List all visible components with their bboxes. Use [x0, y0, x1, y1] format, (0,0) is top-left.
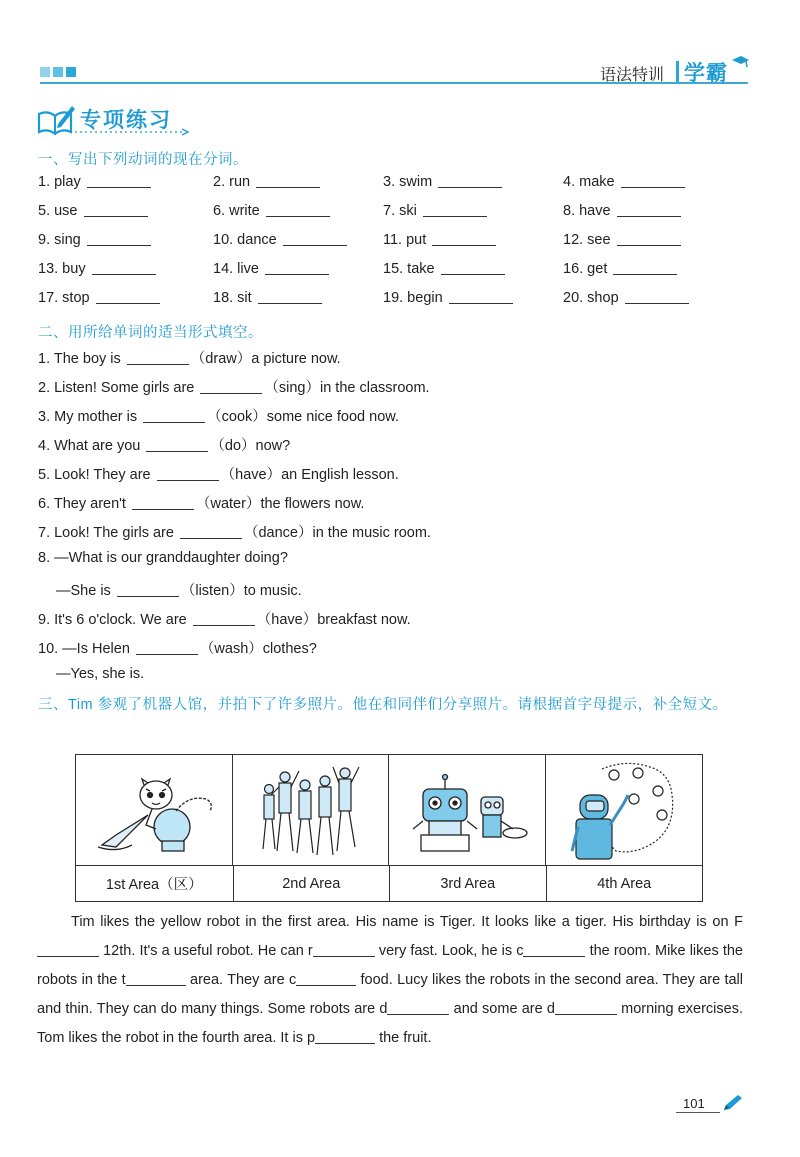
verb-label: 20. shop: [563, 290, 619, 306]
answer-blank[interactable]: [423, 202, 487, 217]
fill-in-sentence: [38, 463, 399, 484]
verb-item: [213, 260, 329, 277]
page-number-rule: [676, 1112, 720, 1113]
verb-label: 8. have: [563, 203, 611, 219]
verb-label: 1. play: [38, 174, 81, 190]
answer-blank[interactable]: [96, 289, 160, 304]
robot-tiger-illustration: [76, 755, 233, 865]
sentence-text: （cook）some nice food now.: [207, 409, 399, 425]
area-caption: 3rd Area: [389, 865, 546, 901]
answer-blank[interactable]: [438, 173, 502, 188]
sentence-text: —She is: [56, 583, 111, 599]
fill-in-sentence: [56, 666, 144, 682]
verb-item: [563, 260, 677, 277]
robot-picking-fruit-illustration: [546, 755, 703, 865]
answer-blank[interactable]: [84, 202, 148, 217]
verb-item: [38, 231, 151, 248]
answer-blank[interactable]: [92, 260, 156, 275]
sentence-text: （water）the flowers now.: [195, 496, 365, 512]
fill-in-sentence: [38, 550, 288, 566]
verb-item: [383, 289, 513, 306]
answer-blank[interactable]: [117, 582, 179, 597]
verb-item: [563, 231, 681, 248]
area-caption: 1st Area（区）: [76, 865, 233, 901]
sentence-text: 5. Look! They are: [38, 467, 151, 483]
area-caption: 4th Area: [546, 865, 703, 901]
answer-blank[interactable]: [180, 524, 242, 539]
robot-cooking-illustration: [389, 755, 546, 865]
answer-blank[interactable]: [200, 379, 262, 394]
robot-group-illustration: [233, 755, 390, 865]
fill-in-sentence: [38, 434, 290, 455]
verb-item: [38, 173, 151, 190]
sentence-text: 8. —What is our granddaughter doing?: [38, 550, 288, 566]
fill-in-sentence: [56, 579, 302, 600]
brand-logo: 学霸: [684, 62, 728, 85]
fill-in-sentence: [38, 347, 341, 368]
passage-text: 12th. It's a useful robot. He can r: [99, 943, 313, 959]
sentence-text: （have）an English lesson.: [220, 467, 399, 483]
header-divider: [676, 61, 679, 82]
sentence-text: 1. The boy is: [38, 351, 121, 367]
answer-blank[interactable]: [283, 231, 347, 246]
answer-blank[interactable]: [127, 350, 189, 365]
fill-in-sentence: [38, 492, 364, 513]
answer-blank[interactable]: [555, 1000, 617, 1015]
answer-blank[interactable]: [265, 260, 329, 275]
answer-blank[interactable]: [621, 173, 685, 188]
verb-label: 13. buy: [38, 261, 86, 277]
fill-in-sentence: [38, 376, 430, 397]
answer-blank[interactable]: [441, 260, 505, 275]
verb-label: 14. live: [213, 261, 259, 277]
answer-blank[interactable]: [617, 202, 681, 217]
verb-item: [383, 202, 487, 219]
verb-label: 10. dance: [213, 232, 277, 248]
verb-label: 18. sit: [213, 290, 252, 306]
passage-text: area. They are c: [185, 972, 297, 988]
sentence-text: 2. Listen! Some girls are: [38, 380, 195, 396]
part1-heading: 一、写出下列动词的现在分词。: [38, 152, 248, 168]
verb-label: 6. write: [213, 203, 260, 219]
sentence-text: —Yes, she is.: [56, 666, 145, 682]
answer-blank[interactable]: [157, 466, 219, 481]
passage-text: Tim likes the yellow robot in the first area. His name is Tiger. It looks like a tiger. His birthday is on F: [71, 914, 743, 930]
robot-picture-table: [75, 754, 703, 902]
answer-blank[interactable]: [523, 942, 585, 957]
verb-label: 9. sing: [38, 232, 81, 248]
answer-blank[interactable]: [258, 289, 322, 304]
passage-text: and some are d: [449, 1001, 555, 1017]
answer-blank[interactable]: [146, 437, 208, 452]
sentence-text: 6. They aren't: [38, 496, 126, 512]
answer-blank[interactable]: [449, 289, 513, 304]
verb-label: 2. run: [213, 174, 251, 190]
verb-item: [213, 173, 320, 190]
dotted-arrow-icon: [70, 128, 190, 136]
verb-label: 7. ski: [383, 203, 417, 219]
part2-heading: 二、用所给单词的适当形式填空。: [38, 325, 263, 341]
answer-blank[interactable]: [256, 173, 320, 188]
sentence-text: （listen）to music.: [180, 583, 302, 599]
answer-blank[interactable]: [617, 231, 681, 246]
graduation-cap-icon: [730, 54, 750, 70]
verb-item: [563, 202, 681, 219]
answer-blank[interactable]: [87, 231, 151, 246]
verb-label: 4. make: [563, 174, 615, 190]
sentence-text: （dance）in the music room.: [243, 525, 431, 541]
answer-blank[interactable]: [87, 173, 151, 188]
answer-blank[interactable]: [625, 289, 689, 304]
pencil-icon: [722, 1094, 744, 1112]
passage-text: very fast. Look, he is c: [374, 943, 524, 959]
answer-blank[interactable]: [143, 408, 205, 423]
verb-item: [38, 202, 148, 219]
verb-item: [38, 289, 160, 306]
sentence-text: （sing）in the classroom.: [264, 380, 430, 396]
sentence-text: （draw）a picture now.: [190, 351, 341, 367]
sentence-text: （wash）clothes?: [199, 641, 317, 657]
sentence-text: 7. Look! The girls are: [38, 525, 174, 541]
answer-blank[interactable]: [432, 231, 496, 246]
fill-in-sentence: [38, 637, 317, 658]
sentence-text: （do）now?: [210, 438, 291, 454]
answer-blank[interactable]: [315, 1029, 375, 1044]
verb-item: [213, 231, 347, 248]
verb-item: [563, 173, 685, 190]
answer-blank[interactable]: [613, 260, 677, 275]
verb-item: [213, 202, 330, 219]
answer-blank[interactable]: [37, 942, 99, 957]
verb-label: 17. stop: [38, 290, 90, 306]
sentence-text: （have）breakfast now.: [256, 612, 411, 628]
answer-blank[interactable]: [193, 611, 255, 626]
verb-label: 3. swim: [383, 174, 433, 190]
verb-item: [38, 260, 156, 277]
passage-text: the room. Mike likes the robots in the t: [37, 943, 743, 988]
verb-label: 11. put: [383, 232, 427, 248]
verb-item: [563, 289, 689, 306]
answer-blank[interactable]: [132, 495, 194, 510]
sentence-text: 9. It's 6 o'clock. We are: [38, 612, 187, 628]
verb-item: [383, 173, 502, 190]
answer-blank[interactable]: [313, 942, 375, 957]
verb-label: 15. take: [383, 261, 435, 277]
section-title: 专项练习: [80, 109, 172, 132]
header-decoration: [40, 67, 76, 77]
answer-blank[interactable]: [136, 640, 198, 655]
verb-item: [383, 260, 505, 277]
answer-blank[interactable]: [266, 202, 330, 217]
header-title: 语法特训: [600, 67, 665, 84]
verb-item: [383, 231, 496, 248]
answer-blank[interactable]: [387, 1000, 449, 1015]
sentence-text: 4. What are you: [38, 438, 141, 454]
verb-label: 5. use: [38, 203, 78, 219]
part3-heading: 三、Tim 参观了机器人馆，并拍下了许多照片。他在和同伴们分享照片。请根据首字母提示，补全短文。: [38, 697, 728, 713]
area-caption: 2nd Area: [233, 865, 390, 901]
passage-text: the fruit.: [375, 1030, 432, 1046]
page-number: 101: [683, 1096, 705, 1111]
verb-label: 19. begin: [383, 290, 443, 306]
sentence-text: 10. —Is Helen: [38, 641, 130, 657]
answer-blank[interactable]: [296, 971, 356, 986]
verb-label: 12. see: [563, 232, 611, 248]
verb-item: [213, 289, 322, 306]
verb-label: 16. get: [563, 261, 608, 277]
answer-blank[interactable]: [126, 971, 186, 986]
fill-in-sentence: [38, 608, 411, 629]
cloze-passage: [37, 908, 743, 1053]
fill-in-sentence: [38, 405, 399, 426]
sentence-text: 3. My mother is: [38, 409, 138, 425]
fill-in-sentence: [38, 521, 431, 542]
passage-text: food. Lucy likes the robots in the second area. They are tall and thin. They can do many things. Some robots are d: [37, 972, 743, 1017]
passage-text: morning exercises. Tom likes the robot in the fourth area. It is p: [37, 1001, 743, 1046]
